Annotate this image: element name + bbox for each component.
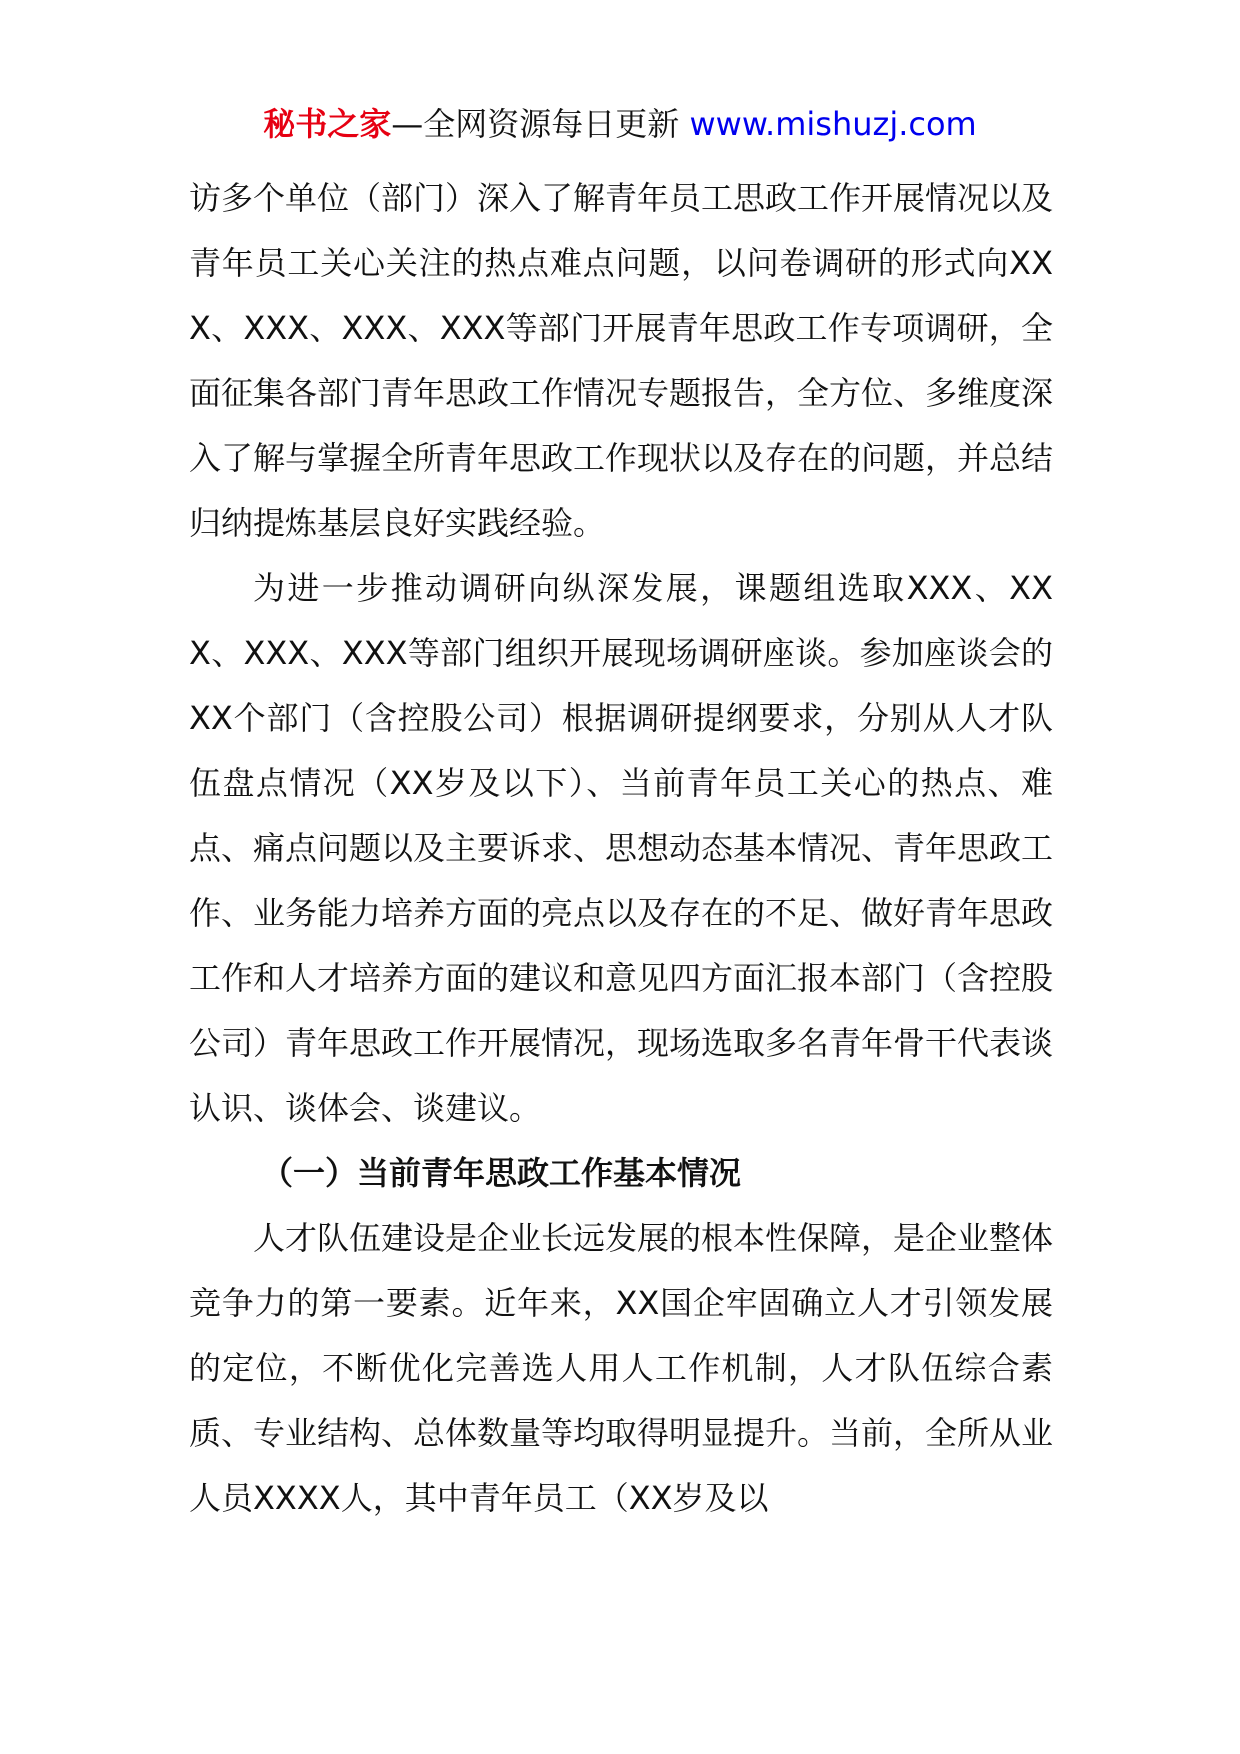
site-header <box>0 102 1240 146</box>
paragraph-survey-methods: 访多个单位（部门）深入了解青年员工思政工作开展情况以及青年员工关心关注的热点难点问题，以问卷调研的形式向XXX、XXX、XXX、XXX等部门开展青年思政工作专项调研，全面征集各部门青年思政工作情况专题报告，全方位、多维度深入了解与掌握全所青年思政工作现状以及存在的问题，并总结归纳提炼基层良好实践经验。 <box>189 179 1054 542</box>
site-url-link[interactable]: www.mishuzj.com <box>689 105 977 143</box>
header-slogan: —全网资源每日更新 <box>391 105 680 143</box>
document-body <box>189 166 1053 1531</box>
paragraph-field-research: 为进一步推动调研向纵深发展，课题组选取XXX、XXX、XXX、XXX等部门组织开展现场调研座谈。参加座谈会的XX个部门（含控股公司）根据调研提纲要求，分别从人才队伍盘点情况（XX岁及以下）、当前青年员工关心的热点、难点、痛点问题以及主要诉求、思想动态基本情况、青年思政工作、业务能力培养方面的亮点以及存在的不足、做好青年思政工作和人才培养方面的建议和意见四方面汇报本部门（含控股公司）青年思政工作开展情况，现场选取多名青年骨干代表谈认识、谈体会、谈建议。 <box>189 569 1054 1127</box>
brand-name: 秘书之家 <box>263 105 392 143</box>
paragraph-talent-team: 人才队伍建设是企业长远发展的根本性保障，是企业整体竞争力的第一要素。近年来，XX国企牢固确立人才引领发展的定位，不断优化完善选人用人工作机制，人才队伍综合素质、专业结构、总体数量等均取得明显提升。当前，全所从业人员XXXX人，其中青年员工（XX岁及以 <box>189 1219 1054 1517</box>
section-heading: （一）当前青年思政工作基本情况 <box>261 1154 742 1192</box>
